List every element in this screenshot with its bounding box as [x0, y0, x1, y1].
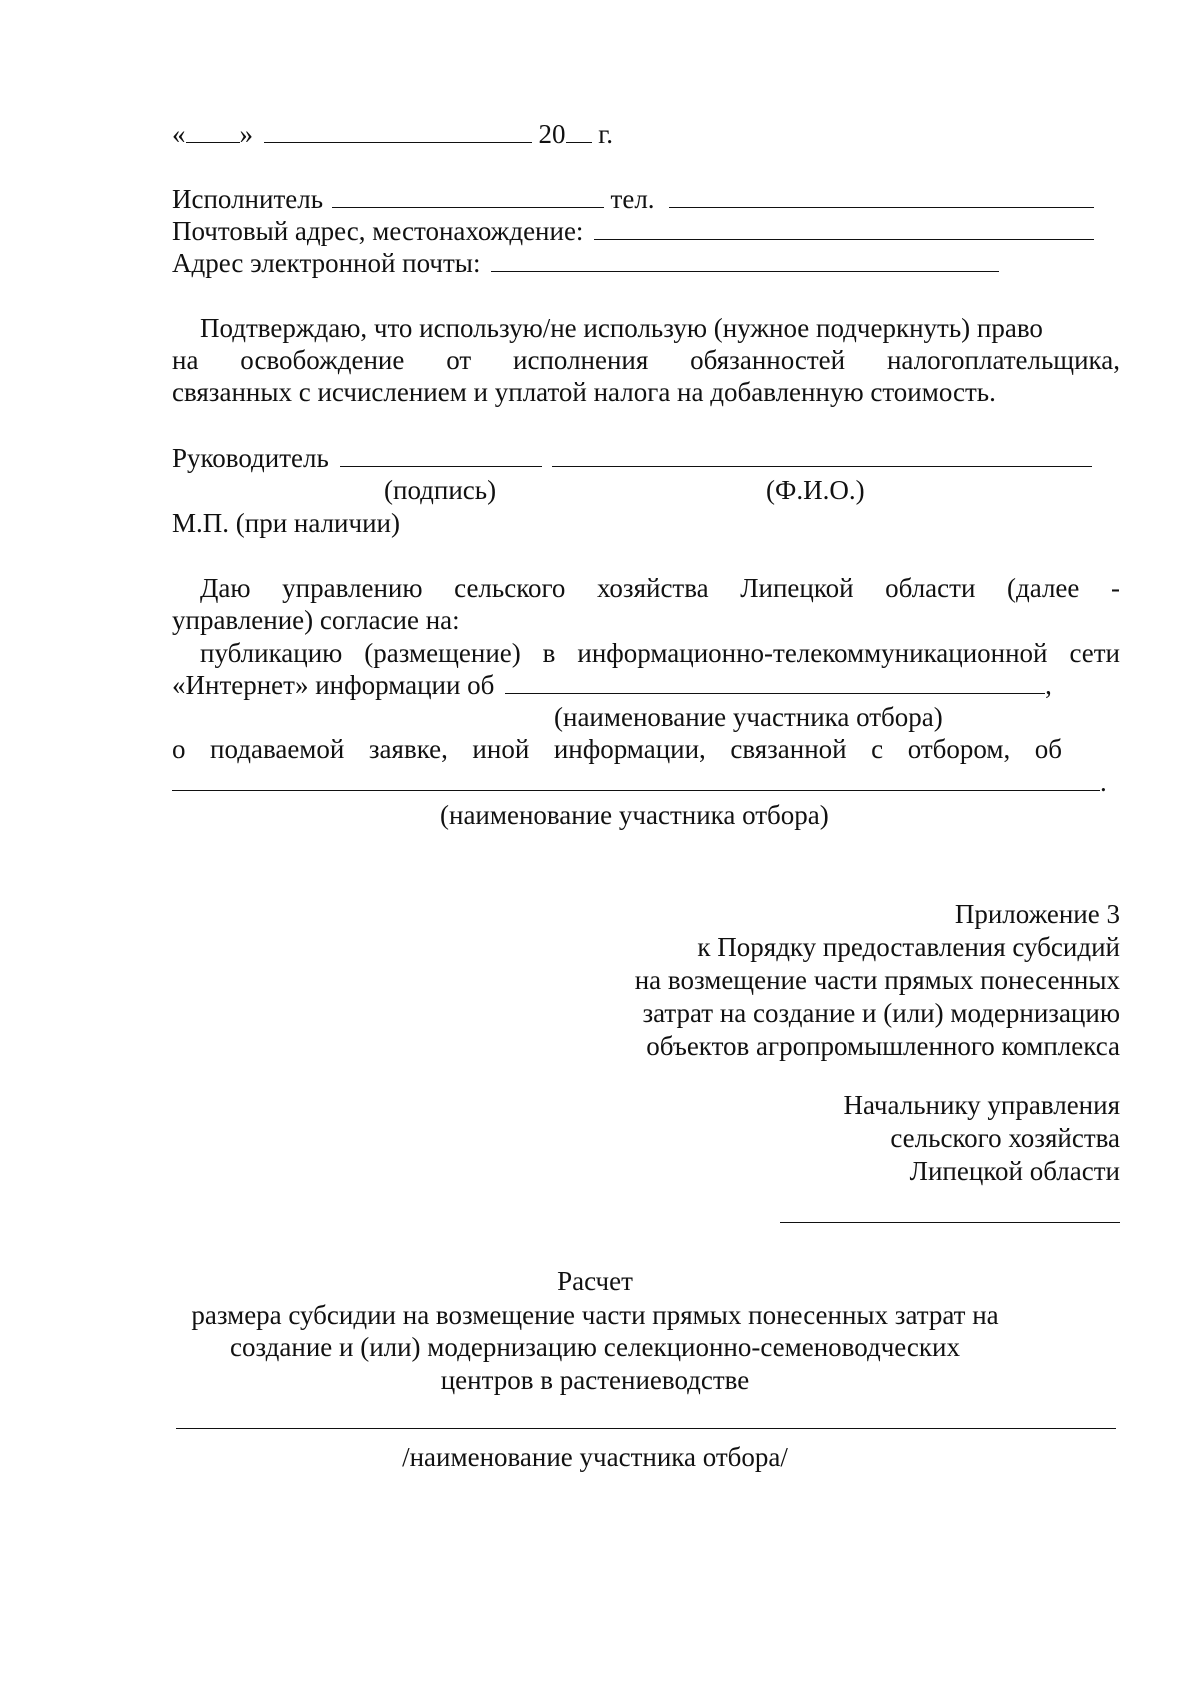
period: .: [1100, 767, 1107, 797]
appendix-line-1: Приложение 3: [954, 899, 1120, 929]
participant-name-field[interactable]: [176, 1428, 1116, 1429]
signature-caption: (подпись): [384, 475, 497, 505]
year-blank[interactable]: [566, 118, 592, 143]
consent-line-5: о подаваемой заявке, иной информации, связанной с отбором, об: [172, 734, 1062, 764]
name-field[interactable]: [552, 442, 1092, 467]
consent-line-2: управление) согласие на:: [172, 605, 460, 635]
consent-line-3: публикацию (размещение) в информационно-телекоммуникационной сети: [200, 638, 1120, 668]
vat-line-3: связанных с исчислением и уплатой налога на добавленную стоимость.: [172, 377, 996, 407]
addressee-signature-field[interactable]: [780, 1222, 1120, 1223]
day-blank[interactable]: [186, 118, 240, 143]
comma: ,: [1045, 670, 1052, 700]
addressee-line-1: Начальнику управления: [843, 1090, 1120, 1120]
calculation-line-2: создание и (или) модернизацию селекционно-семеноводческих: [229, 1332, 960, 1362]
appendix-line-4: затрат на создание и (или) модернизацию: [642, 998, 1120, 1028]
email-field[interactable]: [491, 247, 999, 272]
calculation-title: Расчет: [557, 1266, 633, 1296]
consent-line-6: [172, 766, 1107, 798]
email-label: Адрес электронной почты:: [172, 248, 481, 278]
executor-line: [172, 183, 1094, 215]
head-label: Руководитель: [172, 443, 329, 473]
head-line: [172, 442, 1092, 474]
appendix-line-3: на возмещение части прямых понесенных: [634, 965, 1120, 995]
signature-field[interactable]: [340, 442, 542, 467]
addressee-line-3: Липецкой области: [909, 1156, 1120, 1186]
stamp-label: М.П. (при наличии): [172, 508, 400, 538]
addressee-line-2: сельского хозяйства: [890, 1123, 1120, 1153]
appendix-line-5: объектов агропромышленного комплекса: [646, 1031, 1120, 1061]
participant-caption-3: /наименование участника отбора/: [402, 1442, 788, 1472]
name-caption: (Ф.И.О.): [766, 475, 865, 505]
executor-label: Исполнитель: [172, 184, 324, 214]
postal-line: [172, 215, 1094, 247]
participant-caption-1: (наименование участника отбора): [554, 702, 943, 732]
consent-line-4: [172, 669, 1052, 701]
participant-field-1[interactable]: [505, 669, 1045, 694]
open-quote: «: [172, 119, 186, 149]
calculation-line-3: центров в растениеводстве: [440, 1365, 750, 1395]
internet-info-label: «Интернет» информации об: [172, 670, 495, 700]
date-line: [172, 118, 613, 150]
postal-label: Почтовый адрес, местонахождение:: [172, 216, 584, 246]
vat-line-1: Подтверждаю, что использую/не использую (нужное подчеркнуть) право: [200, 313, 1043, 343]
month-blank[interactable]: [264, 118, 532, 143]
email-line: [172, 247, 999, 279]
consent-line-1: Даю управлению сельского хозяйства Липецкой области (далее -: [200, 573, 1120, 603]
calculation-line-1: размера субсидии на возмещение части прямых понесенных затрат на: [191, 1300, 999, 1330]
year-suffix: г.: [598, 119, 614, 149]
phone-field[interactable]: [669, 183, 1094, 208]
close-quote: »: [239, 119, 253, 149]
executor-field[interactable]: [332, 183, 604, 208]
postal-field[interactable]: [594, 215, 1094, 240]
vat-line-2: на освобождение от исполнения обязанностей налогоплательщика,: [172, 345, 1120, 375]
phone-label: тел.: [610, 184, 655, 214]
appendix-line-2: к Порядку предоставления субсидий: [697, 932, 1120, 962]
participant-field-2[interactable]: [172, 766, 1100, 791]
participant-caption-2: (наименование участника отбора): [440, 800, 829, 830]
year-prefix: 20: [538, 119, 566, 149]
